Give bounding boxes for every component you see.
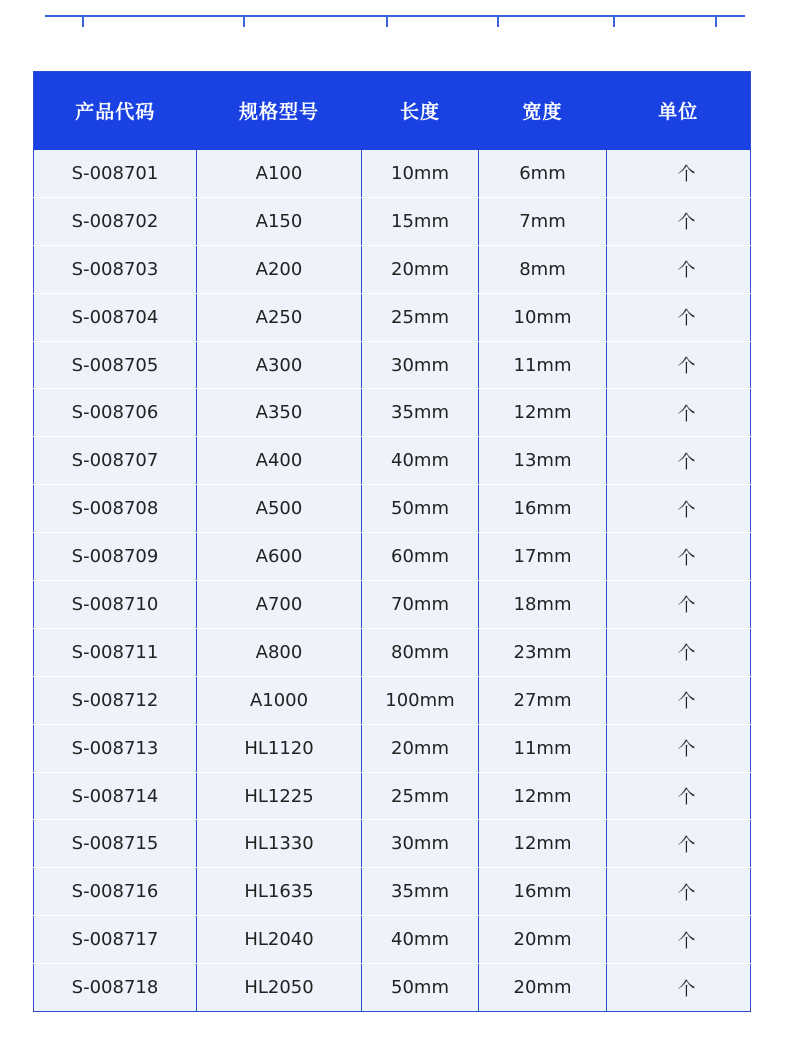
length-cell: 20mm [362, 245, 479, 293]
top-ruler-decoration [45, 15, 745, 27]
model-cell: HL1635 [197, 868, 362, 916]
width-cell: 10mm [479, 293, 607, 341]
ruler-tick [82, 15, 84, 27]
table-row [34, 628, 751, 676]
width-cell: 18mm [479, 581, 607, 629]
width-cell: 20mm [479, 964, 607, 1012]
unit-cell: 个 [607, 916, 751, 964]
table-row [34, 150, 751, 198]
header-product-code: 产品代码 [75, 101, 156, 124]
product-code-cell: S-008703 [34, 245, 197, 293]
product-code-cell: S-008705 [34, 341, 197, 389]
header-length: 长度 [399, 101, 440, 124]
unit-cell: 个 [607, 820, 751, 868]
width-cell: 13mm [479, 437, 607, 485]
length-cell: 80mm [362, 628, 479, 676]
unit-cell: 个 [607, 293, 751, 341]
length-cell: 40mm [362, 916, 479, 964]
width-cell: 12mm [479, 820, 607, 868]
model-cell: A600 [197, 533, 362, 581]
unit-cell: 个 [607, 964, 751, 1012]
unit-cell: 个 [607, 533, 751, 581]
product-code-cell: S-008708 [34, 485, 197, 533]
model-cell: A800 [197, 628, 362, 676]
product-code-cell: S-008710 [34, 581, 197, 629]
width-cell: 17mm [479, 533, 607, 581]
table-body [34, 150, 751, 1012]
unit-cell: 个 [607, 245, 751, 293]
table-row [34, 245, 751, 293]
width-cell: 6mm [479, 150, 607, 198]
product-code-cell: S-008718 [71, 977, 159, 999]
table-row [34, 341, 751, 389]
length-cell: 35mm [362, 868, 479, 916]
length-cell: 100mm [362, 676, 479, 724]
width-cell: 12mm [479, 389, 607, 437]
unit-cell: 个 [607, 341, 751, 389]
ruler-line [45, 15, 745, 17]
product-code-cell: S-008715 [34, 820, 197, 868]
length-cell: 25mm [362, 772, 479, 820]
table-row [34, 868, 751, 916]
model-cell: HL2040 [197, 916, 362, 964]
table-row [34, 581, 751, 629]
unit-cell: 个 [607, 868, 751, 916]
width-cell: 20mm [479, 916, 607, 964]
model-cell: A1000 [197, 676, 362, 724]
table-row [34, 964, 751, 1012]
table-row [34, 485, 751, 533]
product-code-cell: S-008711 [34, 628, 197, 676]
unit-cell: 个 [607, 676, 751, 724]
table-row [34, 820, 751, 868]
product-code-cell: S-008713 [34, 724, 197, 772]
ruler-tick [497, 15, 499, 27]
width-cell: 8mm [479, 245, 607, 293]
width-cell: 16mm [479, 485, 607, 533]
product-code-cell: S-008702 [34, 197, 197, 245]
width-cell: 16mm [479, 868, 607, 916]
model-cell: A300 [197, 341, 362, 389]
length-cell: 30mm [362, 820, 479, 868]
model-cell: HL1120 [197, 724, 362, 772]
ruler-tick [243, 15, 245, 27]
length-cell: 35mm [362, 389, 479, 437]
product-code-cell: S-008701 [34, 150, 197, 198]
width-cell: 27mm [479, 676, 607, 724]
length-cell: 20mm [362, 724, 479, 772]
model-cell: A100 [197, 150, 362, 198]
ruler-tick [715, 15, 717, 27]
product-code-cell: S-008706 [34, 389, 197, 437]
length-cell: 40mm [362, 437, 479, 485]
length-cell: 70mm [362, 581, 479, 629]
product-code-cell: S-008709 [34, 533, 197, 581]
model-cell: A200 [197, 245, 362, 293]
model-cell: A700 [197, 581, 362, 629]
product-code-cell: S-008704 [34, 293, 197, 341]
table-row [34, 772, 751, 820]
length-cell: 15mm [362, 197, 479, 245]
table-row [34, 389, 751, 437]
table-row [34, 437, 751, 485]
product-code-cell: S-008712 [34, 676, 197, 724]
length-cell: 25mm [362, 293, 479, 341]
model-cell: A350 [197, 389, 362, 437]
width-cell: 11mm [479, 724, 607, 772]
width-cell: 11mm [479, 341, 607, 389]
header-unit: 单位 [658, 101, 699, 124]
model-cell: HL2050 [197, 964, 362, 1012]
model-cell: A500 [197, 485, 362, 533]
model-cell: HL1225 [197, 772, 362, 820]
length-cell: 50mm [362, 485, 479, 533]
length-cell: 60mm [362, 533, 479, 581]
unit-cell: 个 [607, 628, 751, 676]
table-row [34, 197, 751, 245]
length-cell: 10mm [362, 150, 479, 198]
width-cell: 23mm [479, 628, 607, 676]
table-row [34, 676, 751, 724]
product-code-cell: S-008717 [34, 916, 197, 964]
unit-cell: 个 [607, 485, 751, 533]
length-cell: 30mm [362, 341, 479, 389]
width-cell: 12mm [479, 772, 607, 820]
ruler-tick [386, 15, 388, 27]
table-row [34, 724, 751, 772]
table-row [34, 533, 751, 581]
ruler-tick [613, 15, 615, 27]
header-width: 宽度 [522, 101, 563, 124]
table-row [34, 916, 751, 964]
table-header-row [34, 72, 751, 150]
unit-cell: 个 [607, 437, 751, 485]
unit-cell: 个 [607, 724, 751, 772]
model-cell: A400 [197, 437, 362, 485]
length-cell: 50mm [362, 964, 479, 1012]
model-cell: A250 [197, 293, 362, 341]
product-code-cell: S-008707 [34, 437, 197, 485]
unit-cell: 个 [607, 581, 751, 629]
product-code-cell: S-008714 [34, 772, 197, 820]
unit-cell: 个 [607, 389, 751, 437]
width-cell: 7mm [479, 197, 607, 245]
unit-cell: 个 [607, 772, 751, 820]
model-cell: A150 [197, 197, 362, 245]
unit-cell: 个 [607, 197, 751, 245]
unit-cell: 个 [607, 150, 751, 198]
model-cell: HL1330 [197, 820, 362, 868]
header-model: 规格型号 [238, 101, 319, 124]
product-code-cell: S-008716 [34, 868, 197, 916]
product-spec-table [33, 71, 751, 1012]
table-row [34, 293, 751, 341]
